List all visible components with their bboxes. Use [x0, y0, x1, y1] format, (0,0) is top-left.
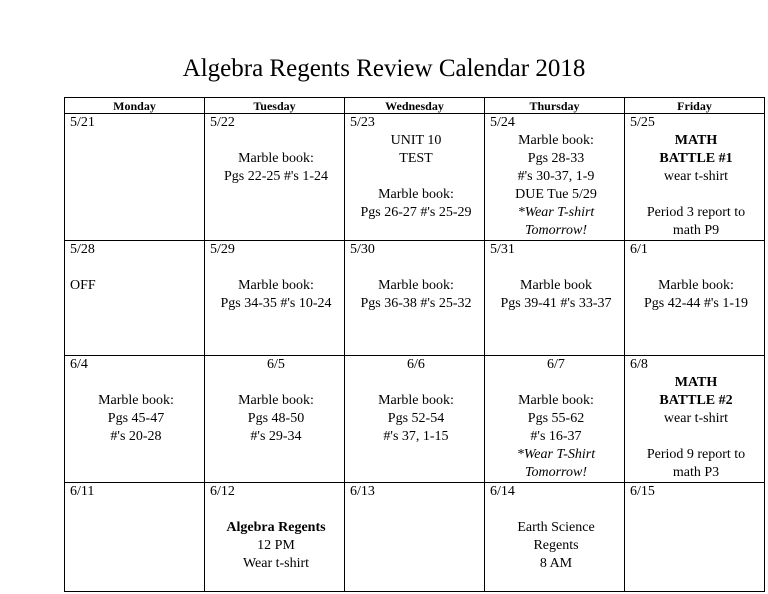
cell-line — [630, 428, 762, 446]
cell-line — [490, 374, 622, 392]
cell-line: Marble book: — [518, 133, 594, 148]
cell-line — [630, 186, 762, 204]
day-cell — [205, 483, 345, 592]
cell-line: wear t-shirt — [663, 169, 729, 184]
week-row — [65, 114, 765, 241]
cell-date: 5/23 — [350, 115, 375, 130]
cell-line: *Wear T-shirt — [517, 205, 595, 220]
day-cell — [485, 241, 625, 356]
cell-line: 8 AM — [539, 556, 573, 571]
cell-date: 6/7 — [547, 357, 565, 372]
day-cell — [485, 356, 625, 483]
cell-line: Algebra Regents — [226, 520, 326, 535]
day-cell — [345, 241, 485, 356]
cell-date: 5/30 — [350, 242, 375, 257]
header-row — [65, 98, 765, 114]
cell-line: wear t-shirt — [663, 411, 729, 426]
cell-line: Marble book — [520, 278, 592, 293]
cell-line: Marble book: — [238, 393, 314, 408]
day-cell — [65, 483, 205, 592]
day-cell — [205, 114, 345, 241]
calendar-table — [64, 97, 765, 592]
cell-line: Pgs 39-41 #'s 33-37 — [500, 296, 612, 311]
cell-line: Marble book: — [238, 151, 314, 166]
cell-date: 6/8 — [630, 357, 648, 372]
cell-line: Pgs 34-35 #'s 10-24 — [220, 296, 332, 311]
cell-line: UNIT 10 — [390, 133, 442, 148]
cell-date: 5/25 — [630, 115, 655, 130]
cell-line: Pgs 55-62 — [527, 411, 585, 426]
cell-line — [210, 259, 342, 277]
day-cell — [205, 356, 345, 483]
cell-line: Marble book: — [238, 278, 314, 293]
cell-line: Marble book: — [378, 187, 454, 202]
cell-line — [210, 501, 342, 519]
day-cell — [625, 483, 765, 592]
cell-line: Marble book: — [98, 393, 174, 408]
header-monday: Monday — [65, 98, 205, 114]
cell-line: Pgs 45-47 — [107, 411, 165, 426]
week-row — [65, 241, 765, 356]
cell-line: 12 PM — [257, 538, 295, 553]
day-cell — [205, 241, 345, 356]
cell-line: BATTLE #1 — [659, 151, 733, 166]
cell-line — [70, 259, 202, 277]
cell-line: math P3 — [672, 465, 720, 480]
cell-line: Pgs 52-54 — [387, 411, 445, 426]
cell-line: DUE Tue 5/29 — [515, 187, 597, 202]
cell-date: 5/31 — [490, 242, 515, 257]
cell-line: Marble book: — [378, 278, 454, 293]
cell-date: 5/22 — [210, 115, 235, 130]
day-cell — [485, 114, 625, 241]
cell-date: 5/28 — [70, 242, 95, 257]
day-cell — [65, 114, 205, 241]
cell-line — [70, 374, 202, 392]
cell-date: 6/13 — [350, 484, 375, 499]
cell-line: Earth Science — [517, 520, 595, 535]
cell-line — [490, 259, 622, 277]
cell-date: 5/21 — [70, 115, 95, 130]
cell-date: 6/5 — [267, 357, 285, 372]
cell-line — [210, 374, 342, 392]
cell-line: Marble book: — [518, 393, 594, 408]
cell-line: Pgs 22-25 #'s 1-24 — [223, 169, 329, 184]
cell-line: #'s 29-34 — [250, 429, 302, 444]
cell-line: #'s 16-37 — [530, 429, 582, 444]
cell-line: Marble book: — [658, 278, 734, 293]
cell-line: TEST — [399, 151, 433, 166]
day-cell — [65, 241, 205, 356]
day-cell — [625, 356, 765, 483]
cell-line — [210, 132, 342, 150]
day-cell — [485, 483, 625, 592]
cell-line: Pgs 28-33 — [527, 151, 585, 166]
cell-line: *Wear T-Shirt — [516, 447, 596, 462]
cell-line — [350, 374, 482, 392]
cell-line: Regents — [533, 538, 579, 553]
cell-line — [630, 259, 762, 277]
week-row — [65, 356, 765, 483]
cell-line: BATTLE #2 — [659, 393, 733, 408]
cell-line: MATH — [674, 133, 718, 148]
cell-line: OFF — [70, 278, 96, 293]
header-tuesday: Tuesday — [205, 98, 345, 114]
cell-date: 6/11 — [70, 484, 95, 499]
cell-line: Tomorrow! — [525, 223, 587, 238]
cell-line: MATH — [674, 375, 718, 390]
cell-date: 6/6 — [407, 357, 425, 372]
cell-line: Pgs 42-44 #'s 1-19 — [643, 296, 749, 311]
cell-line — [350, 168, 482, 186]
cell-line: Wear t-shirt — [242, 556, 310, 571]
cell-date: 6/15 — [630, 484, 655, 499]
cell-date: 6/12 — [210, 484, 235, 499]
day-cell — [65, 356, 205, 483]
day-cell — [625, 114, 765, 241]
day-cell — [625, 241, 765, 356]
cell-line: Pgs 48-50 — [247, 411, 305, 426]
cell-line: math P9 — [672, 223, 720, 238]
header-wednesday: Wednesday — [345, 98, 485, 114]
page-title: Algebra Regents Review Calendar 2018 — [182, 55, 586, 82]
cell-date: 6/1 — [630, 242, 648, 257]
day-cell — [345, 483, 485, 592]
day-cell — [345, 114, 485, 241]
week-row — [65, 483, 765, 592]
cell-line: Period 3 report to — [646, 205, 746, 220]
cell-line: #'s 30-37, 1-9 — [517, 169, 595, 184]
day-cell — [345, 356, 485, 483]
cell-line — [490, 501, 622, 519]
cell-date: 6/14 — [490, 484, 515, 499]
cell-date: 6/4 — [70, 357, 88, 372]
cell-date: 5/29 — [210, 242, 235, 257]
cell-line: Tomorrow! — [525, 465, 587, 480]
cell-date: 5/24 — [490, 115, 515, 130]
header-friday: Friday — [625, 98, 765, 114]
cell-line: Marble book: — [378, 393, 454, 408]
cell-line: Pgs 36-38 #'s 25-32 — [360, 296, 472, 311]
cell-line: #'s 37, 1-15 — [383, 429, 449, 444]
cell-line: #'s 20-28 — [110, 429, 162, 444]
cell-line: Pgs 26-27 #'s 25-29 — [360, 205, 472, 220]
cell-line — [350, 259, 482, 277]
cell-line: Period 9 report to — [646, 447, 746, 462]
header-thursday: Thursday — [485, 98, 625, 114]
